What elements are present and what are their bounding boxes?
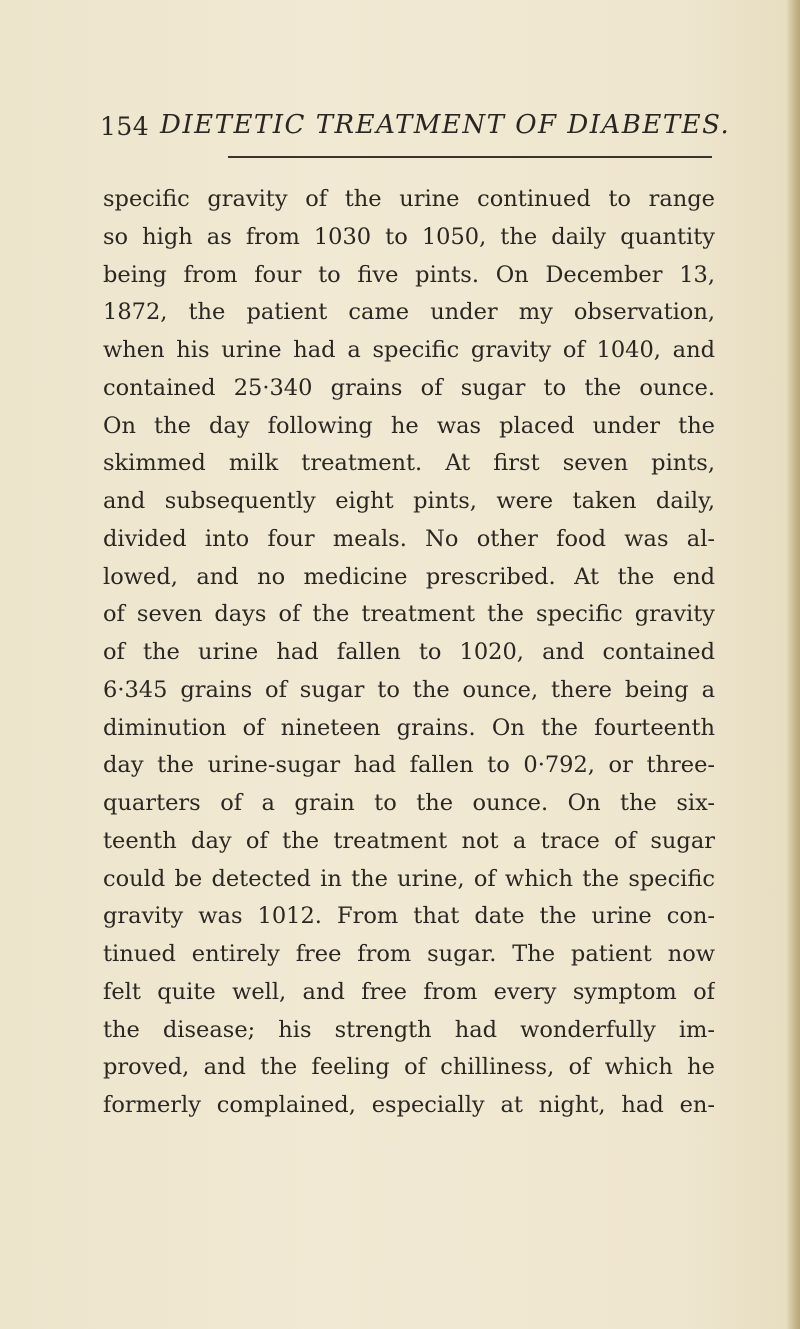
text-line: gravity was 1012. From that date the urine con- <box>103 903 715 930</box>
text-line: divided into four meals. No other food was al- <box>103 525 715 552</box>
text-line: being from four to five pints. On December 13, <box>103 261 715 288</box>
text-line: felt quite well, and free from every symptom of <box>103 978 715 1005</box>
text-line: so high as from 1030 to 1050, the daily quantity <box>103 223 715 250</box>
page-header <box>100 110 731 150</box>
running-title: DIETETIC TREATMENT OF DIABETES. <box>160 110 731 140</box>
text-line: 6·345 grains of sugar to the ounce, there being a <box>103 676 715 703</box>
body-paragraph <box>103 181 715 1125</box>
text-line: teenth day of the treatment not a trace of sugar <box>103 827 715 854</box>
text-line: the disease; his strength had wonderfully im- <box>103 1016 715 1043</box>
header-rule <box>228 156 712 158</box>
text-line: and subsequently eight pints, were taken daily, <box>103 488 715 514</box>
text-line: formerly complained, especially at night, had en- <box>103 1092 715 1118</box>
text-line: 1872, the patient came under my observation, <box>103 299 715 326</box>
text-line: skimmed milk treatment. At first seven pints, <box>103 450 715 477</box>
text-line: specific gravity of the urine continued to range <box>103 186 715 212</box>
text-line: quarters of a grain to the ounce. On the six- <box>103 790 715 816</box>
page-edge-shadow <box>786 0 800 1329</box>
text-line: contained 25·340 grains of sugar to the ounce. <box>103 374 715 401</box>
text-line: On the day following he was placed under the <box>103 412 715 439</box>
text-line: of seven days of the treatment the specific gravity <box>103 601 715 628</box>
text-line: lowed, and no medicine prescribed. At the end <box>103 563 715 590</box>
text-line: diminution of nineteen grains. On the fourteenth <box>103 714 715 741</box>
text-line: when his urine had a specific gravity of 1040, and <box>103 337 715 363</box>
text-line: of the urine had fallen to 1020, and contained <box>103 639 715 665</box>
text-line: could be detected in the urine, of which the specific <box>103 865 715 892</box>
text-line: tinued entirely free from sugar. The patient now <box>103 941 715 967</box>
text-line: proved, and the feeling of chilliness, of which he <box>103 1054 715 1081</box>
page-number: 154 <box>100 112 150 141</box>
text-line: day the urine-sugar had fallen to 0·792, or three- <box>103 752 715 779</box>
